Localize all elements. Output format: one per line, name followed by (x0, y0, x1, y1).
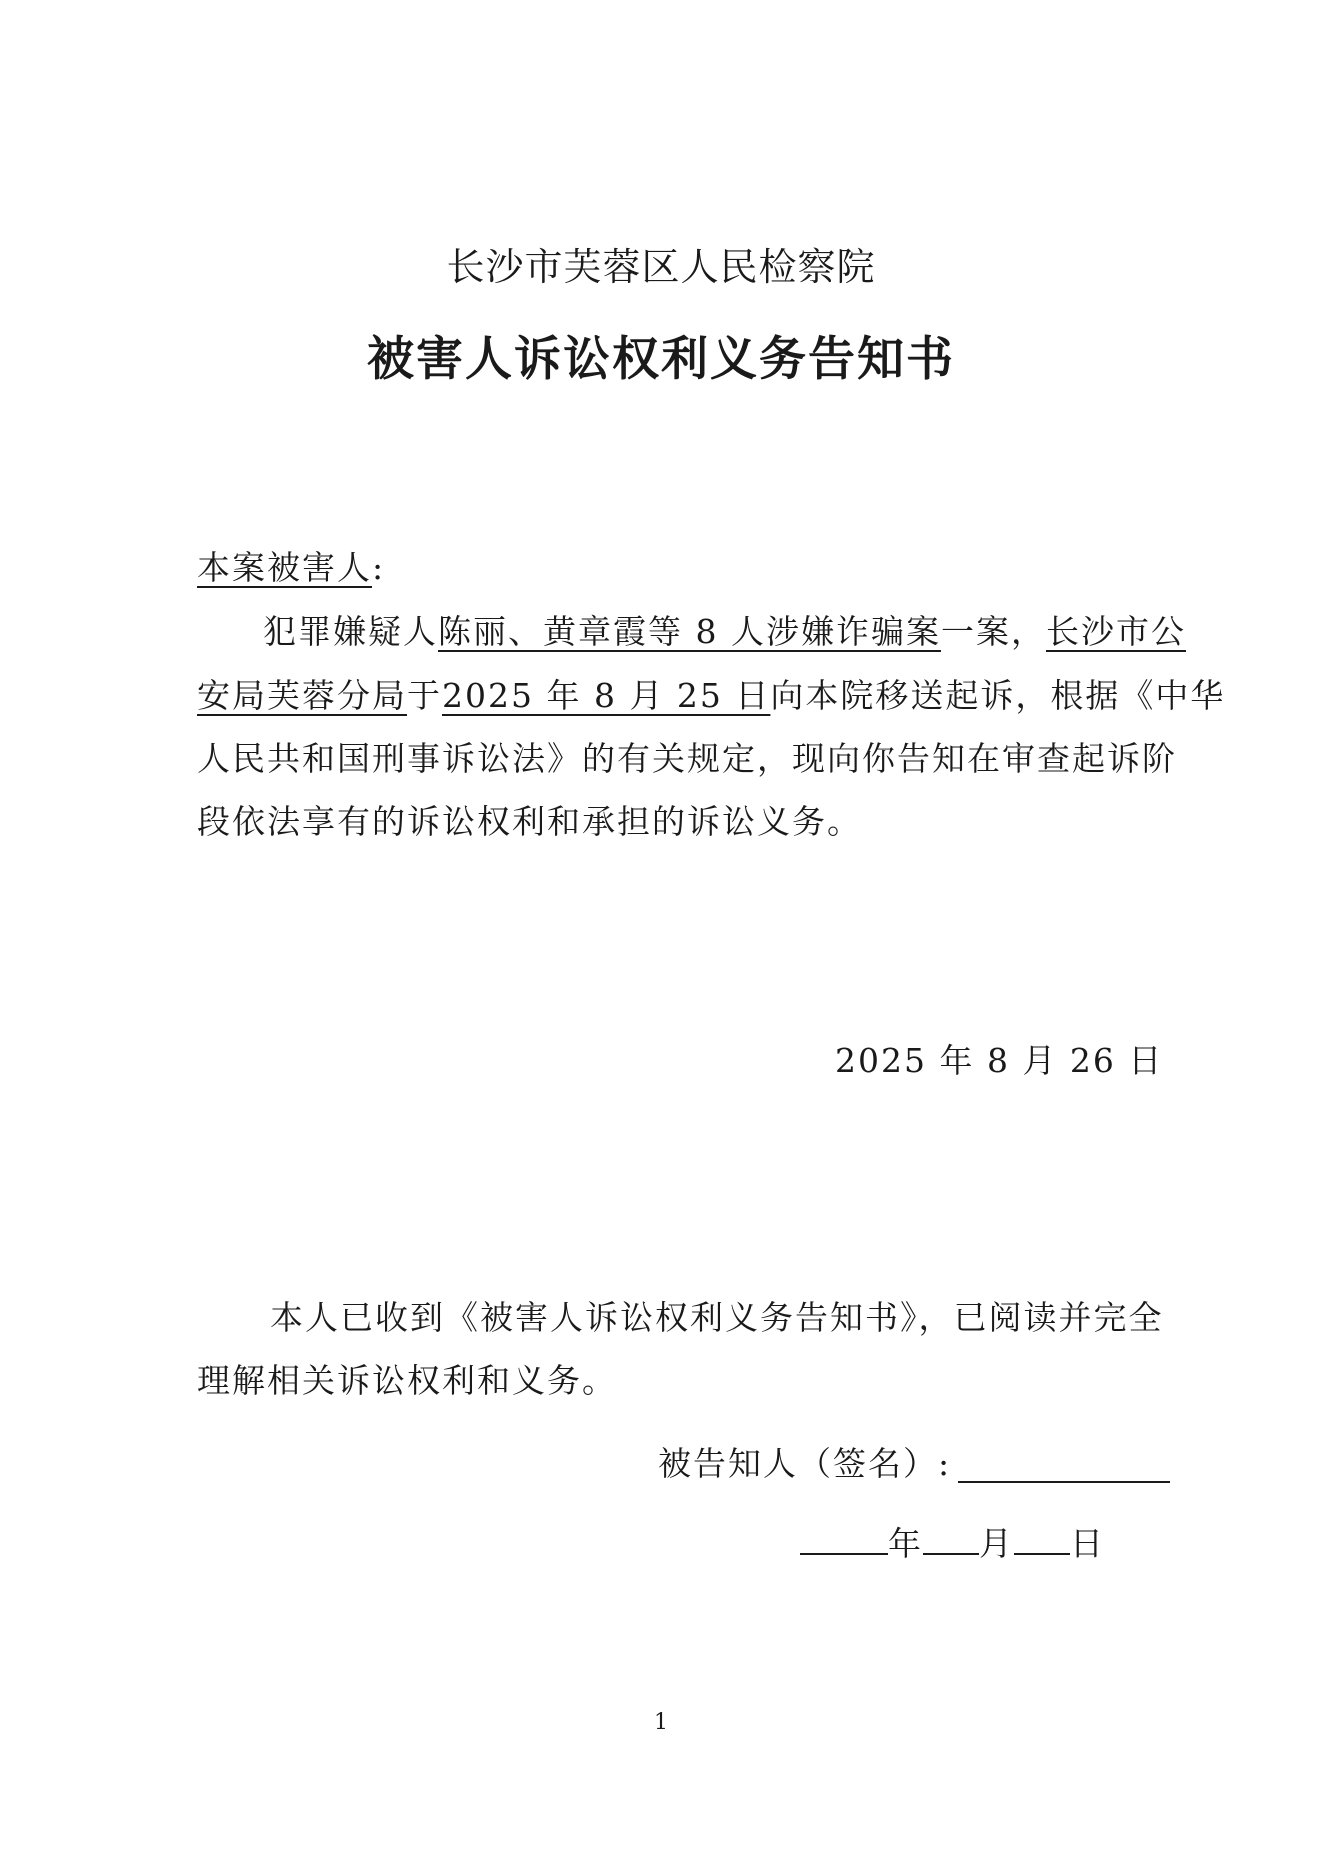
page-number: 1 (654, 1710, 668, 1735)
signature-line[interactable] (958, 1481, 1170, 1483)
year-blank[interactable] (800, 1523, 888, 1555)
day-label: 日 (1070, 1524, 1105, 1563)
document-title: 被害人诉讼权利义务告知书 (367, 332, 955, 387)
acknowledgement-line-2: 理解相关诉讼权利和义务。 (197, 1361, 617, 1400)
agency-part2: 安局芙蓉分局 (197, 676, 407, 715)
line1-prefix: 犯罪嫌疑人 (263, 612, 438, 651)
addressee-colon: : (372, 548, 386, 587)
month-blank[interactable] (923, 1523, 979, 1555)
addressee (197, 548, 386, 587)
suspects-case: 陈丽、黄章霞等 8 人涉嫌诈骗案 (438, 612, 941, 651)
signature-label: 被告知人（签名）: (658, 1444, 952, 1483)
year-label: 年 (888, 1524, 923, 1563)
addressee-label: 本案被害人 (197, 548, 372, 587)
line1-mid: 一案， (940, 612, 1046, 651)
body-line-4: 段依法享有的诉讼权利和承担的诉讼义务。 (197, 802, 862, 841)
agency-part1: 长沙市公 (1045, 612, 1186, 651)
sign-date-row (800, 1523, 1105, 1563)
line2-suffix: 向本院移送起诉，根据《中华 (770, 676, 1226, 715)
acknowledgement-line-1: 本人已收到《被害人诉讼权利义务告知书》，已阅读并完全 (270, 1298, 1164, 1337)
issue-date: 2025 年 8 月 26 日 (835, 1041, 1164, 1080)
body-line-1 (197, 612, 1187, 651)
transfer-date: 2025 年 8 月 25 日 (442, 676, 771, 715)
month-label: 月 (979, 1524, 1014, 1563)
organization-name: 长沙市芙蓉区人民检察院 (446, 245, 876, 289)
body-line-2 (197, 676, 1226, 715)
day-blank[interactable] (1014, 1523, 1070, 1555)
line2-mid: 于 (407, 676, 442, 715)
body-line-3: 人民共和国刑事诉讼法》的有关规定，现向你告知在审查起诉阶 (197, 739, 1177, 778)
